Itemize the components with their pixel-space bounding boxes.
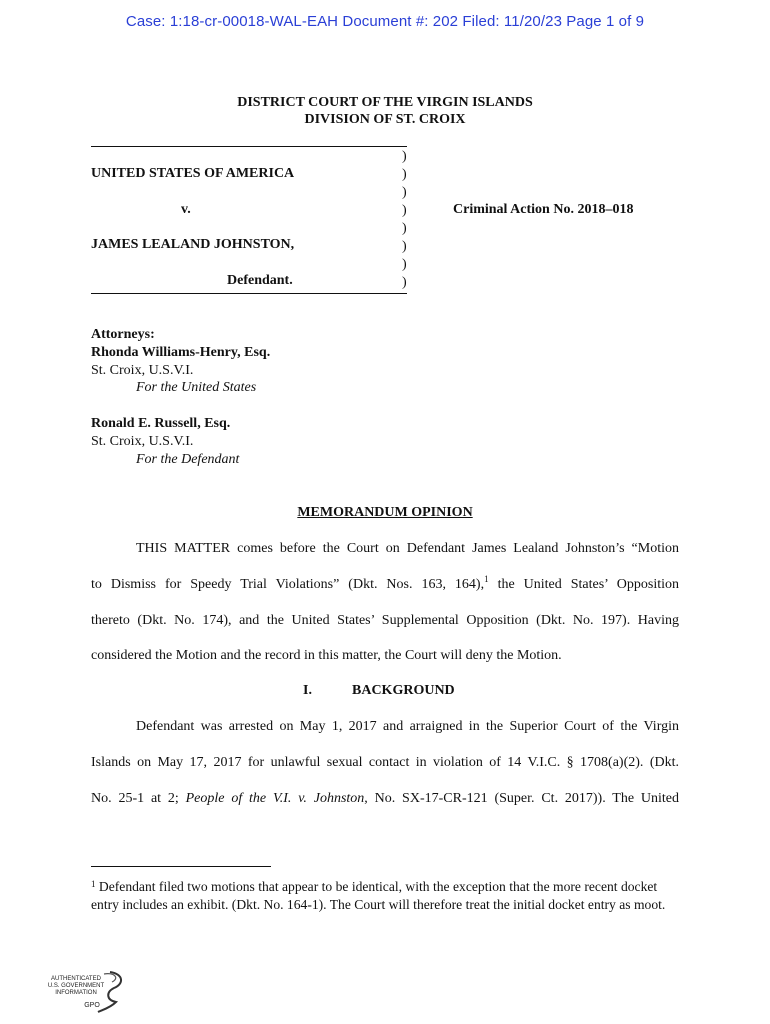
footnote-rule: [91, 866, 271, 867]
paragraph-line: considered the Motion and the record in this matter, the Court will deny the Motion.: [91, 648, 562, 663]
svg-text:U.S. GOVERNMENT: U.S. GOVERNMENT: [47, 983, 105, 989]
paragraph-line: THIS MATTER comes before the Court on Defendant James Lealand Johnston’s “Motion: [136, 541, 679, 556]
attorney-represents: For the Defendant: [136, 452, 240, 467]
attorney-name: Rhonda Williams-Henry, Esq.: [91, 345, 271, 360]
paragraph-line: to Dismiss for Speedy Trial Violations” (Dkt. Nos. 163, 164),$^1$ the United States’ Opposition: [91, 574, 679, 592]
footnote: [91, 878, 679, 914]
section-number: I.: [303, 683, 312, 698]
caption-defendant-role: Defendant.: [227, 273, 293, 288]
court-division: DIVISION OF ST. CROIX: [304, 112, 466, 127]
paragraph-line: thereto (Dkt. No. 174), and the United States’ Supplemental Opposition (Dkt. No. 197). Having: [91, 613, 679, 628]
filing-header-stamp: Case: 1:18-cr-00018-WAL-EAH Document #: 202 Filed: 11/20/23 Page 1 of 9: [125, 13, 645, 30]
caption-top-rule: [91, 146, 407, 147]
case-number: Criminal Action No. 2018–018: [453, 202, 634, 217]
eagle-icon: [98, 972, 121, 1012]
caption-versus: v.: [181, 202, 191, 217]
gpo-authentication-logo: [40, 968, 130, 1016]
attorney-location: St. Croix, U.S.V.I.: [91, 363, 194, 378]
caption-defendant: JAMES LEALAND JOHNSTON,: [91, 237, 295, 252]
svg-text:AUTHENTICATED: AUTHENTICATED: [51, 976, 101, 982]
attorney-represents: For the United States: [136, 380, 257, 395]
caption-parentheses: ) ) ) ) ) ) ) ): [402, 149, 407, 290]
attorneys-heading: Attorneys:: [91, 327, 155, 342]
opinion-title: MEMORANDUM OPINION: [297, 505, 473, 520]
caption-bottom-rule: [91, 293, 407, 294]
section-title: BACKGROUND: [352, 683, 455, 698]
paragraph-line: No. 25-1 at 2; People of the V.I. v. Johnston, No. SX-17-CR-121 (Super. Ct. 2017)). The United: [91, 791, 680, 806]
footnote-ref: 1: [484, 574, 489, 584]
paragraph-line: Islands on May 17, 2017 for unlawful sexual contact in violation of 14 V.I.C. § 1708(a)(2). (Dkt.: [91, 755, 679, 770]
court-name: DISTRICT COURT OF THE VIRGIN ISLANDS: [237, 95, 533, 110]
svg-text:GPO: GPO: [84, 1002, 100, 1009]
footnote-text: Defendant filed two motions that appear to be identical, with the exception that the more recent docket entry includes an exhibit. (Dkt. No. 164-1). The Court will therefore treat the initial docket entry as moot.: [91, 879, 666, 912]
footnote-number: 1: [91, 879, 96, 889]
attorney-name: Ronald E. Russell, Esq.: [91, 416, 231, 431]
caption-plaintiff: UNITED STATES OF AMERICA: [91, 166, 295, 181]
attorney-location: St. Croix, U.S.V.I.: [91, 434, 194, 449]
paragraph-line: Defendant was arrested on May 1, 2017 and arraigned in the Superior Court of the Virgin: [136, 719, 679, 734]
svg-text:INFORMATION: INFORMATION: [55, 990, 97, 996]
